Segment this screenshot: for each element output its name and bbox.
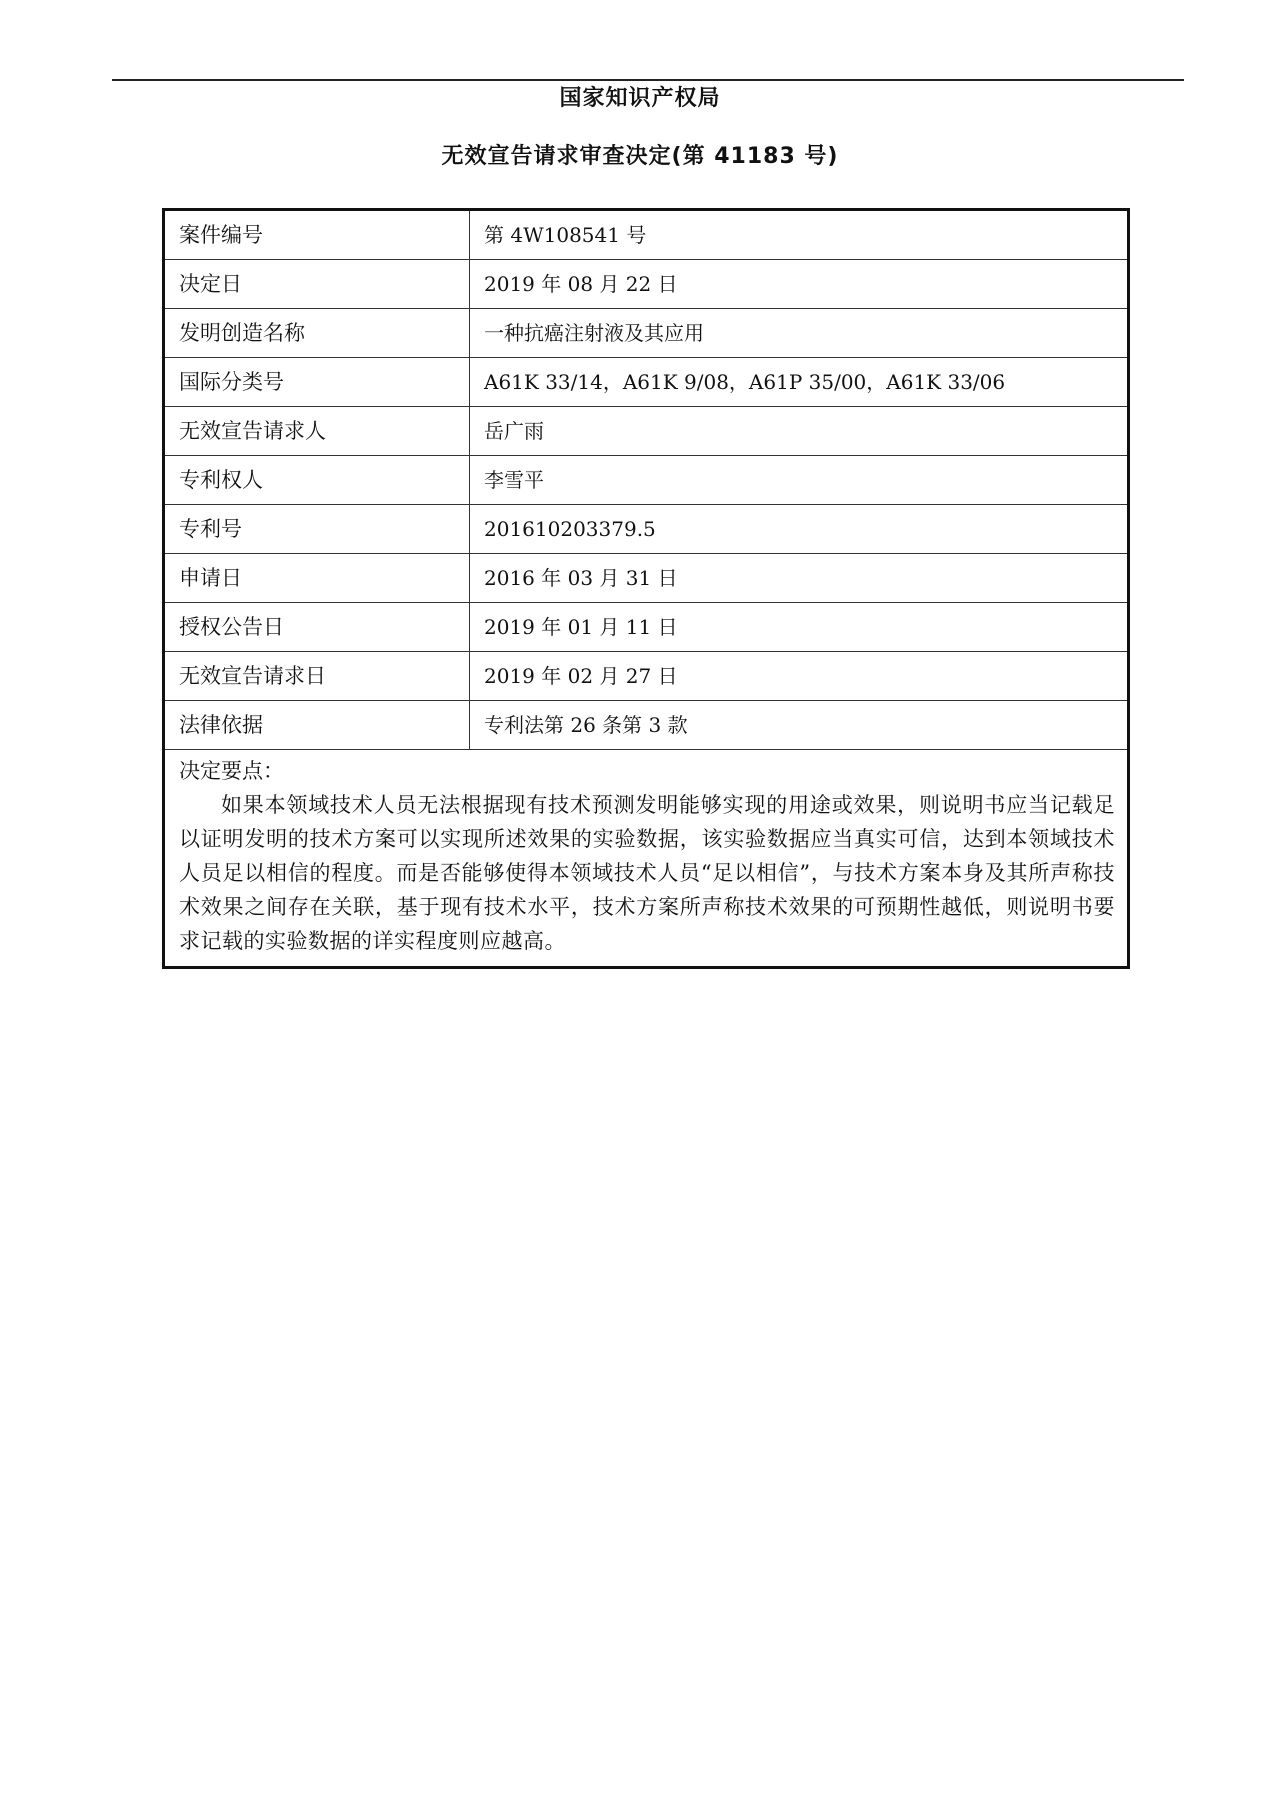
row-grant-date (165, 603, 1127, 652)
row-request-date (165, 652, 1127, 701)
case-number-label: 案件编号 (165, 211, 470, 259)
grant-date-value: 2019 年 01 月 11 日 (484, 615, 678, 639)
key-points-text: 如果本领域技术人员无法根据现有技术预测发明能够实现的用途或效果，则说明书应当记载足以证明发明的技术方案可以实现所述效果的实验数据，该实验数据应当真实可信，达到本领域技术人员足以相信的程度。而是否能够使得本领域技术人员“足以相信”，与技术方案本身及其所声称技术效果之间存在关联，基于现有技术水平，技术方案所声称技术效果的可预期性越低，则说明书要求记载的实验数据的详实程度则应越高。 (179, 793, 1115, 953)
row-invention-name (165, 309, 1127, 358)
request-date-value: 2019 年 02 月 27 日 (484, 664, 678, 688)
legal-basis-label: 法律依据 (165, 701, 470, 749)
ipc-label: 国际分类号 (165, 358, 470, 406)
legal-basis-value: 专利法第 26 条第 3 款 (484, 713, 688, 737)
patentee-value: 李雪平 (484, 468, 544, 492)
filing-date-label: 申请日 (165, 554, 470, 602)
row-patent-number (165, 505, 1127, 554)
row-patentee (165, 456, 1127, 505)
patent-number-value: 201610203379.5 (484, 517, 656, 541)
invention-name-label: 发明创造名称 (165, 309, 470, 357)
invention-name-value: 一种抗癌注射液及其应用 (484, 321, 704, 345)
grant-date-label: 授权公告日 (165, 603, 470, 651)
row-filing-date (165, 554, 1127, 603)
ipc-value: A61K 33/14，A61K 9/08，A61P 35/00，A61K 33/06 (484, 370, 1006, 394)
key-points-section (165, 750, 1127, 966)
case-info-table (162, 208, 1130, 969)
filing-date-value: 2016 年 03 月 31 日 (484, 566, 678, 590)
patent-number-label: 专利号 (165, 505, 470, 553)
row-case-number (165, 211, 1127, 260)
row-ipc (165, 358, 1127, 407)
row-decision-date (165, 260, 1127, 309)
decision-date-label: 决定日 (165, 260, 470, 308)
requester-label: 无效宣告请求人 (165, 407, 470, 455)
key-points-heading: 决定要点： (179, 759, 284, 783)
patentee-label: 专利权人 (165, 456, 470, 504)
row-requester (165, 407, 1127, 456)
requester-value: 岳广雨 (484, 419, 544, 443)
header-rule (112, 79, 1184, 81)
decision-title: 无效宣告请求审查决定(第 41183 号) (441, 144, 839, 169)
row-legal-basis (165, 701, 1127, 750)
request-date-label: 无效宣告请求日 (165, 652, 470, 700)
decision-date-value: 2019 年 08 月 22 日 (484, 272, 678, 296)
case-number-value: 第 4W108541 号 (484, 223, 647, 247)
office-name: 国家知识产权局 (559, 86, 721, 111)
